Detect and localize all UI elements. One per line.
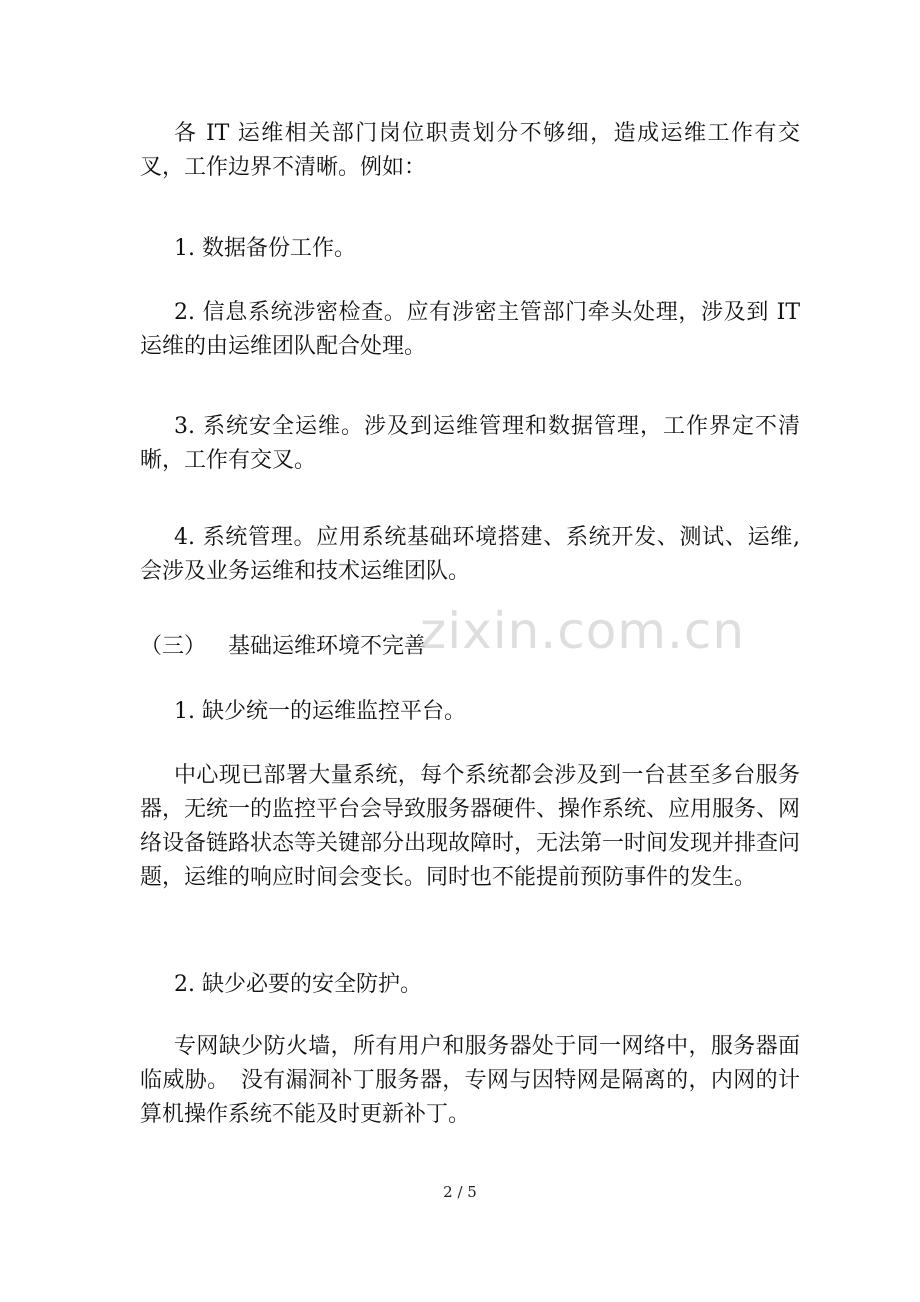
paragraph-7: 中心现已部署大量系统，每个系统都会涉及到一台甚至多台服务器，无统一的监控平台会导致服务器硬件、操作系统、应用服务、网络设备链路状态等关键部分出现故障时，无法第一时间发现并排查问题，运维的响应时间会变长。同时也不能提前预防事件的发生。	[140, 763, 801, 890]
paragraph-1: 各 IT 运维相关部门岗位职责划分不够细，造成运维工作有交叉，工作边界不清晰。例如：	[140, 121, 800, 180]
section-number: （三）	[140, 634, 207, 659]
paragraph-2: 1. 数据备份工作。	[174, 236, 356, 261]
section-heading	[140, 630, 426, 664]
paragraph-8: 2. 缺少必要的安全防护。	[174, 972, 422, 997]
paragraph-9: 专网缺少防火墙，所有用户和服务器处于同一网络中，服务器面临威胁。 没有漏洞补丁服务器，专网与因特网是隔离的，内网的计算机操作系统不能及时更新补丁。	[140, 1034, 800, 1127]
watermark-text: zixin.com.cn	[420, 602, 746, 660]
section-title: 基础运维环境不完善	[228, 634, 427, 659]
paragraph-3: 2. 信息系统涉密检查。应有涉密主管部门牵头处理，涉及到 IT 运维的由运维团队配合处理。	[140, 300, 800, 359]
paragraph-5: 4. 系统管理。应用系统基础环境搭建、系统开发、测试、运维,会涉及业务运维和技术运维团队。	[140, 525, 800, 584]
page-number: 2 / 5	[443, 1183, 477, 1201]
paragraph-6: 1. 缺少统一的运维监控平台。	[174, 699, 466, 724]
paragraph-4: 3. 系统安全运维。涉及到运维管理和数据管理，工作界定不清晰，工作有交叉。	[140, 414, 800, 473]
